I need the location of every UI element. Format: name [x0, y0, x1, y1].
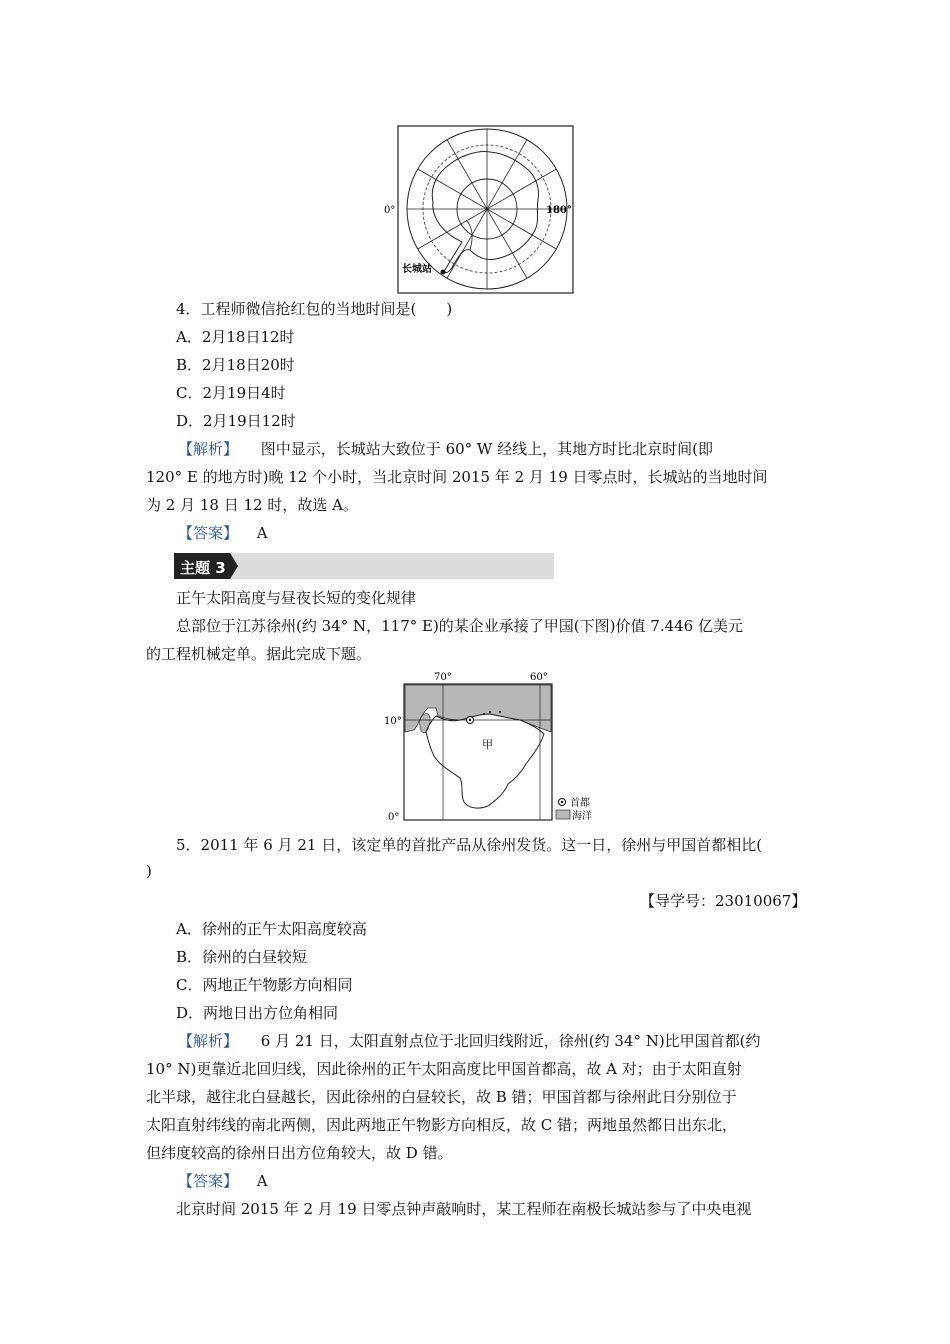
- q4-option-b[interactable]: B．2月18日20时: [176, 356, 295, 374]
- q5-option-d[interactable]: D．两地日出方位角相同: [176, 1004, 339, 1022]
- legend-ocean: 海洋: [572, 811, 592, 822]
- next-question-intro: 北京时间 2015 年 2 月 19 日零点钟声敲响时，某工程师在南极长城站参与了中央电视: [176, 1200, 752, 1218]
- q5-analysis-line-1: 6 月 21 日，太阳直射点位于北回归线附近，徐州(约 34° N)比甲国首都(约: [260, 1032, 761, 1050]
- q5-analysis-tag: 【解析】: [178, 1032, 239, 1050]
- country-jia-map: [380, 668, 610, 826]
- q4-analysis-line-2: 120° E 的地方时)晚 12 个小时，当北京时间 2015 年 2 月 19 日零点时，长城站的当地时间: [146, 468, 768, 486]
- q5-guide-number: 【导学号：23010067】: [640, 892, 807, 910]
- q4-analysis-line-3: 为 2 月 18 日 12 时，故选 A。: [146, 496, 358, 514]
- q5-option-a[interactable]: A．徐州的正午太阳高度较高: [176, 920, 367, 938]
- topic-intro-line-1: 总部位于江苏徐州(约 34° N，117° E)的某企业承接了甲国(下图)价值 7.446 亿美元: [176, 617, 743, 635]
- q5-analysis-line-3: 北半球，越往北白昼越长，因此徐州的白昼较长，故 B 错；甲国首都与徐州此日分别位于: [146, 1088, 737, 1106]
- topic-intro-line-2: 的工程机械定单。据此完成下题。: [146, 645, 372, 663]
- q5-analysis-line-2: 10° N)更靠近北回归线，因此徐州的正午太阳高度比甲国首都高，故 A 对；由于太阳直射: [146, 1060, 742, 1078]
- topic-tag: 主题 3: [180, 559, 226, 577]
- antarctica-polar-map: [370, 122, 580, 297]
- q4-answer: A: [256, 524, 268, 542]
- q4-stem: 4．工程师微信抢红包的当地时间是( ): [176, 300, 453, 318]
- q5-stem-line-2: ): [146, 862, 152, 880]
- label-changcheng-station: 长城站: [402, 264, 432, 275]
- label-0-deg: 0°: [384, 205, 396, 216]
- label-lat-10: 10°: [384, 716, 402, 727]
- label-lat-0: 0°: [388, 812, 400, 823]
- q4-analysis-tag: 【解析】: [178, 440, 239, 458]
- legend-capital: 首都: [570, 798, 590, 809]
- q5-answer: A: [256, 1172, 268, 1190]
- topic-title: 正午太阳高度与昼夜长短的变化规律: [176, 589, 417, 607]
- q4-option-a[interactable]: A．2月18日12时: [176, 328, 295, 346]
- label-country-jia: 甲: [482, 738, 493, 751]
- q4-option-d[interactable]: D．2月19日12时: [176, 412, 296, 430]
- label-lon-60: 60°: [530, 672, 548, 683]
- q5-stem-line-1: 5．2011 年 6 月 21 日，该定单的首批产品从徐州发货。这一日，徐州与甲国首都相比(: [176, 836, 763, 854]
- q5-option-b[interactable]: B．徐州的白昼较短: [176, 948, 308, 966]
- q5-analysis-line-4: 太阳直射纬线的南北两侧，因此两地正午物影方向相反，故 C 错；两地虽然都日出东北，: [146, 1116, 738, 1134]
- label-lon-70: 70°: [434, 672, 452, 683]
- q4-analysis-line-1: 图中显示，长城站大致位于 60° W 经线上，其地方时比北京时间(即: [260, 440, 713, 458]
- topic-banner: [174, 553, 554, 579]
- q4-answer-tag: 【答案】: [178, 524, 239, 542]
- q4-option-c[interactable]: C．2月19日4时: [176, 384, 286, 402]
- label-180-deg: 180°: [546, 205, 572, 216]
- q5-option-c[interactable]: C．两地正午物影方向相同: [176, 976, 353, 994]
- q5-answer-tag: 【答案】: [178, 1172, 239, 1190]
- q5-analysis-line-5: 但纬度较高的徐州日出方位角较大，故 D 错。: [146, 1144, 453, 1162]
